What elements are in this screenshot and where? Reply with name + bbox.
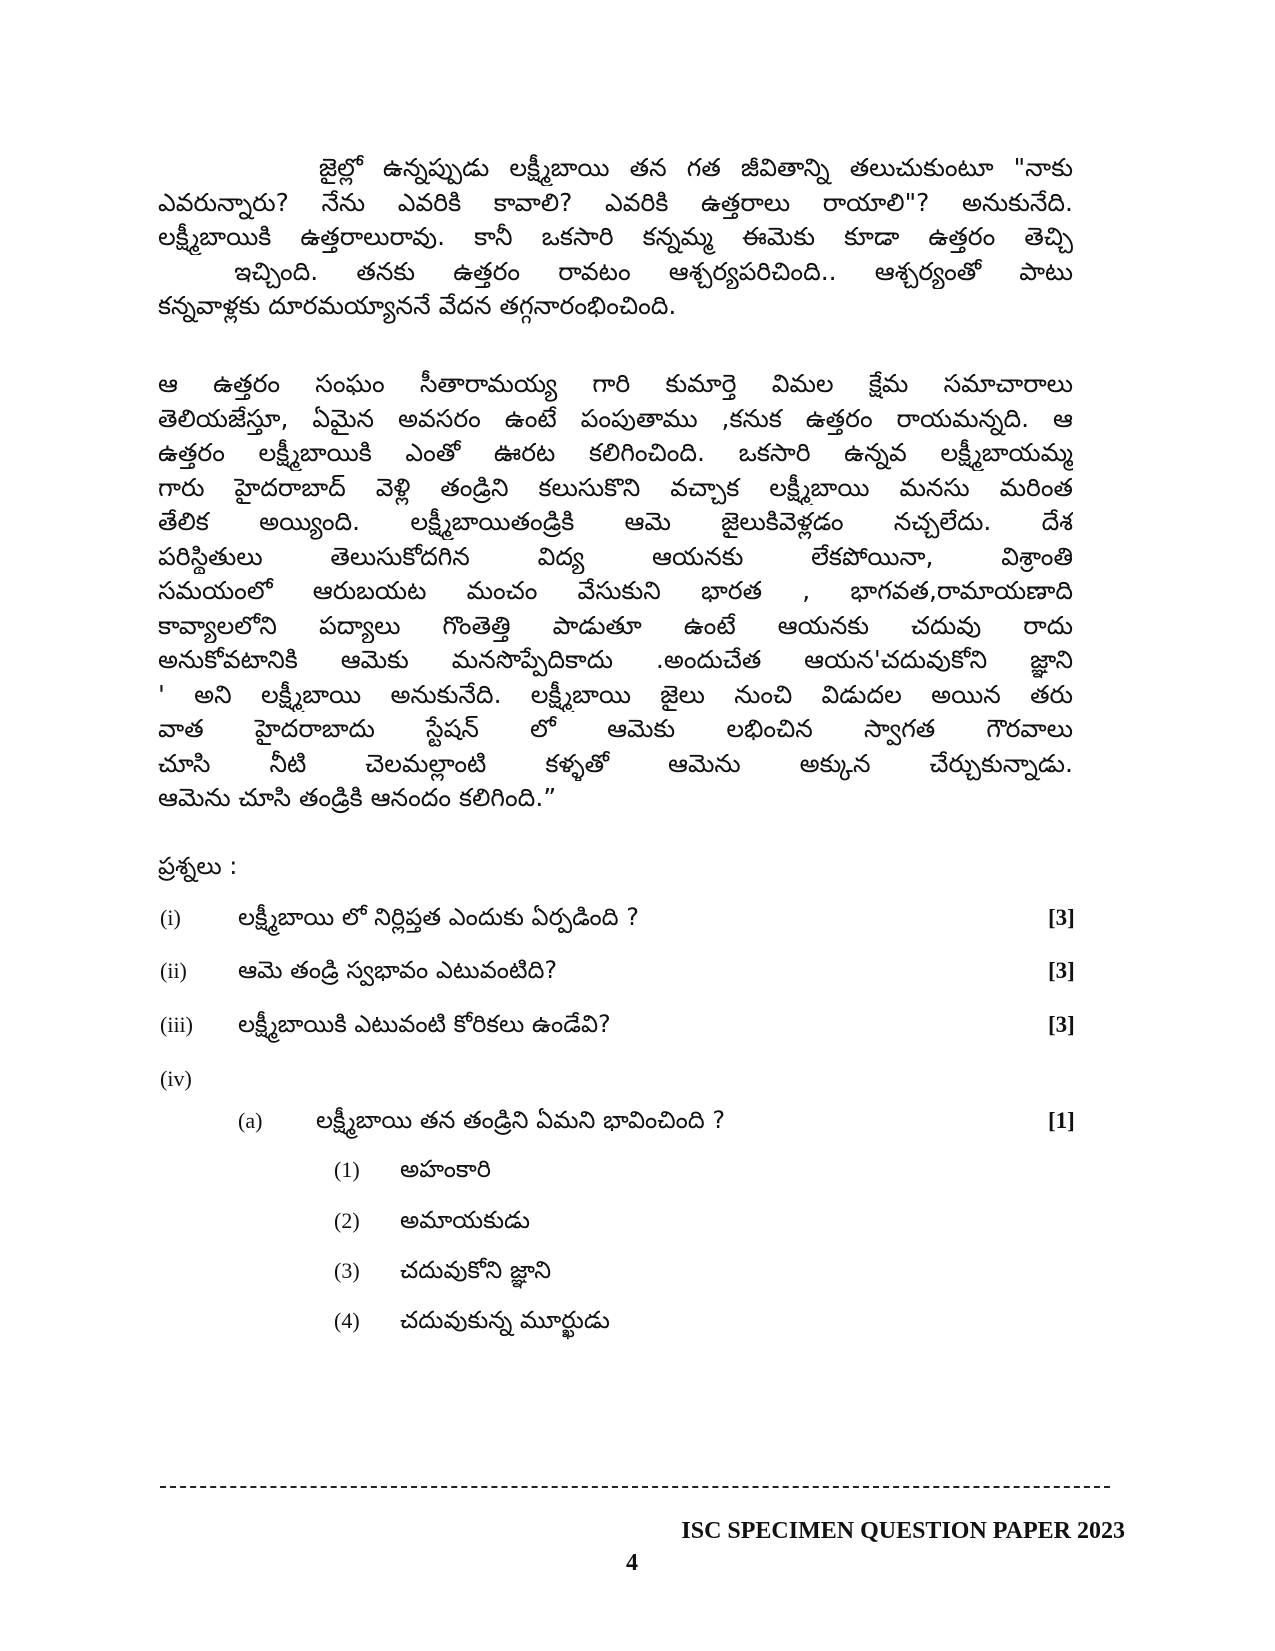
passage-line: సమయంలో ఆరుబయట మంచం వేసుకుని భారత , భాగవత,రామాయణాది — [158, 576, 1073, 605]
option-text: అహంకారి — [400, 1155, 491, 1183]
question-number: (i) — [160, 905, 181, 930]
passage-line: గారు హైదరాబాద్ వెళ్లి తండ్రిని కలుసుకొని వచ్చాక లక్ష్మీబాయి మనసు మరింత — [158, 472, 1073, 502]
subquestion-number: (a) — [238, 1108, 263, 1133]
question-marks: [3] — [1048, 1012, 1075, 1037]
passage-line: చూసి నీటి చెలమల్లాంటి కళ్ళతో ఆమెను అక్కున చేర్చుకున్నాడు. — [158, 748, 1073, 778]
passage-line: వాత హైదరాబాదు స్టేషన్ లో ఆమెకు లభించిన స్వాగత గౌరవాలు — [158, 714, 1073, 743]
passage-line: జైల్లో ఉన్నప్పుడు లక్ష్మీబాయి తన గత జీవితాన్ని తలుచుకుంటూ "నాకు — [158, 153, 1073, 182]
footer-title: ISC SPECIMEN QUESTION PAPER 2023 — [681, 1518, 1125, 1544]
subquestion-text: లక్ష్మీబాయి తన తండ్రిని ఏమని భావించింది ? — [316, 1106, 726, 1134]
passage-line: ఇచ్చింది. తనకు ఉత్తరం రావటం ఆశ్చర్యపరిచింది.. ఆశ్చర్యంతో పాటు — [158, 256, 1073, 286]
question-number: (ii) — [160, 958, 187, 983]
passage-line: ' అని లక్ష్మీబాయి అనుకునేది. లక్ష్మీబాయి జైలు నుంచి విడుదల అయిన తరు — [158, 679, 1073, 709]
option-number: (4) — [334, 1308, 360, 1333]
option-text: చదువుకున్న మూర్ఖుడు — [400, 1306, 610, 1334]
question-text: లక్ష్మీబాయికి ఎటువంటి కోరికలు ఉండేవి? — [238, 1010, 611, 1038]
passage-paragraph-1 — [158, 151, 1073, 324]
question-number: (iii) — [160, 1012, 193, 1037]
passage-line: తెలియజేస్తూ, ఏమైన అవసరం ఉంటే పంపుతాము ,కనుక ఉత్తరం రాయమన్నది. ఆ — [158, 403, 1073, 433]
passage-line: ఉత్తరం లక్ష్మీబాయికి ఎంతో ఊరట కలిగించింది. ఒకసారి ఉన్నవ లక్ష్మీబాయమ్మ — [158, 438, 1073, 467]
page-number: 4 — [626, 1550, 638, 1576]
questions-heading: ప్రశ్నలు : — [158, 852, 238, 880]
footer-divider — [160, 1486, 1110, 1488]
option-number: (3) — [334, 1258, 360, 1283]
option-text: అమాయకుడు — [400, 1206, 531, 1234]
passage-line: కన్నవాళ్లకు దూరమయ్యాననే వేదన తగ్గనారంభించింది. — [158, 291, 677, 320]
option-number: (2) — [334, 1208, 360, 1233]
option-text: చదువుకోని జ్ఞాని — [400, 1256, 552, 1284]
passage-line: లక్ష్మీబాయికి ఉత్తరాలురావు. కానీ ఒకసారి కన్నమ్మ ఈమెకు కూడా ఉత్తరం తెచ్చి — [158, 222, 1073, 251]
subquestion-marks: [1] — [1048, 1108, 1075, 1133]
passage-line: అనుకోవటానికి ఆమెకు మనసొప్పేదికాదు .అందుచేత ఆయన'చదువుకోని జ్ఞాని — [158, 645, 1073, 674]
passage-line: ఆ ఉత్తరం సంఘం సీతారామయ్య గారి కుమార్తె విమల క్షేమ సమాచారాలు — [158, 369, 1073, 398]
option-number: (1) — [334, 1157, 360, 1182]
passage-line: పరిస్థితులు తెలుసుకోదగిన విద్య ఆయనకు లేకపోయినా, విశ్రాంతి — [158, 541, 1073, 571]
question-number: (iv) — [160, 1066, 192, 1091]
question-text: లక్ష్మీబాయి లో నిర్లిప్తత ఎందుకు ఏర్పడింది ? — [238, 903, 639, 931]
passage-line: కావ్యాలలోని పద్యాలు గొంతెత్తి పాడుతూ ఉంటే ఆయనకు చదువు రాదు — [158, 610, 1073, 640]
question-marks: [3] — [1048, 905, 1075, 930]
passage-paragraph-2 — [158, 367, 1073, 816]
passage-line: ఎవరున్నారు? నేను ఎవరికి కావాలి? ఎవరికి ఉత్తరాలు రాయాలి"? అనుకునేది. — [158, 187, 1073, 217]
question-marks: [3] — [1048, 958, 1075, 983]
passage-line: తేలిక అయ్యింది. లక్ష్మీబాయితండ్రికి ఆమె జైలుకివెళ్లడం నచ్చలేదు. దేశ — [158, 507, 1073, 536]
question-text: ఆమె తండ్రి స్వభావం ఎటువంటిది? — [238, 956, 558, 984]
passage-line: ఆమెను చూసి తండ్రికి ఆనందం కలిగింది.” — [158, 783, 557, 812]
